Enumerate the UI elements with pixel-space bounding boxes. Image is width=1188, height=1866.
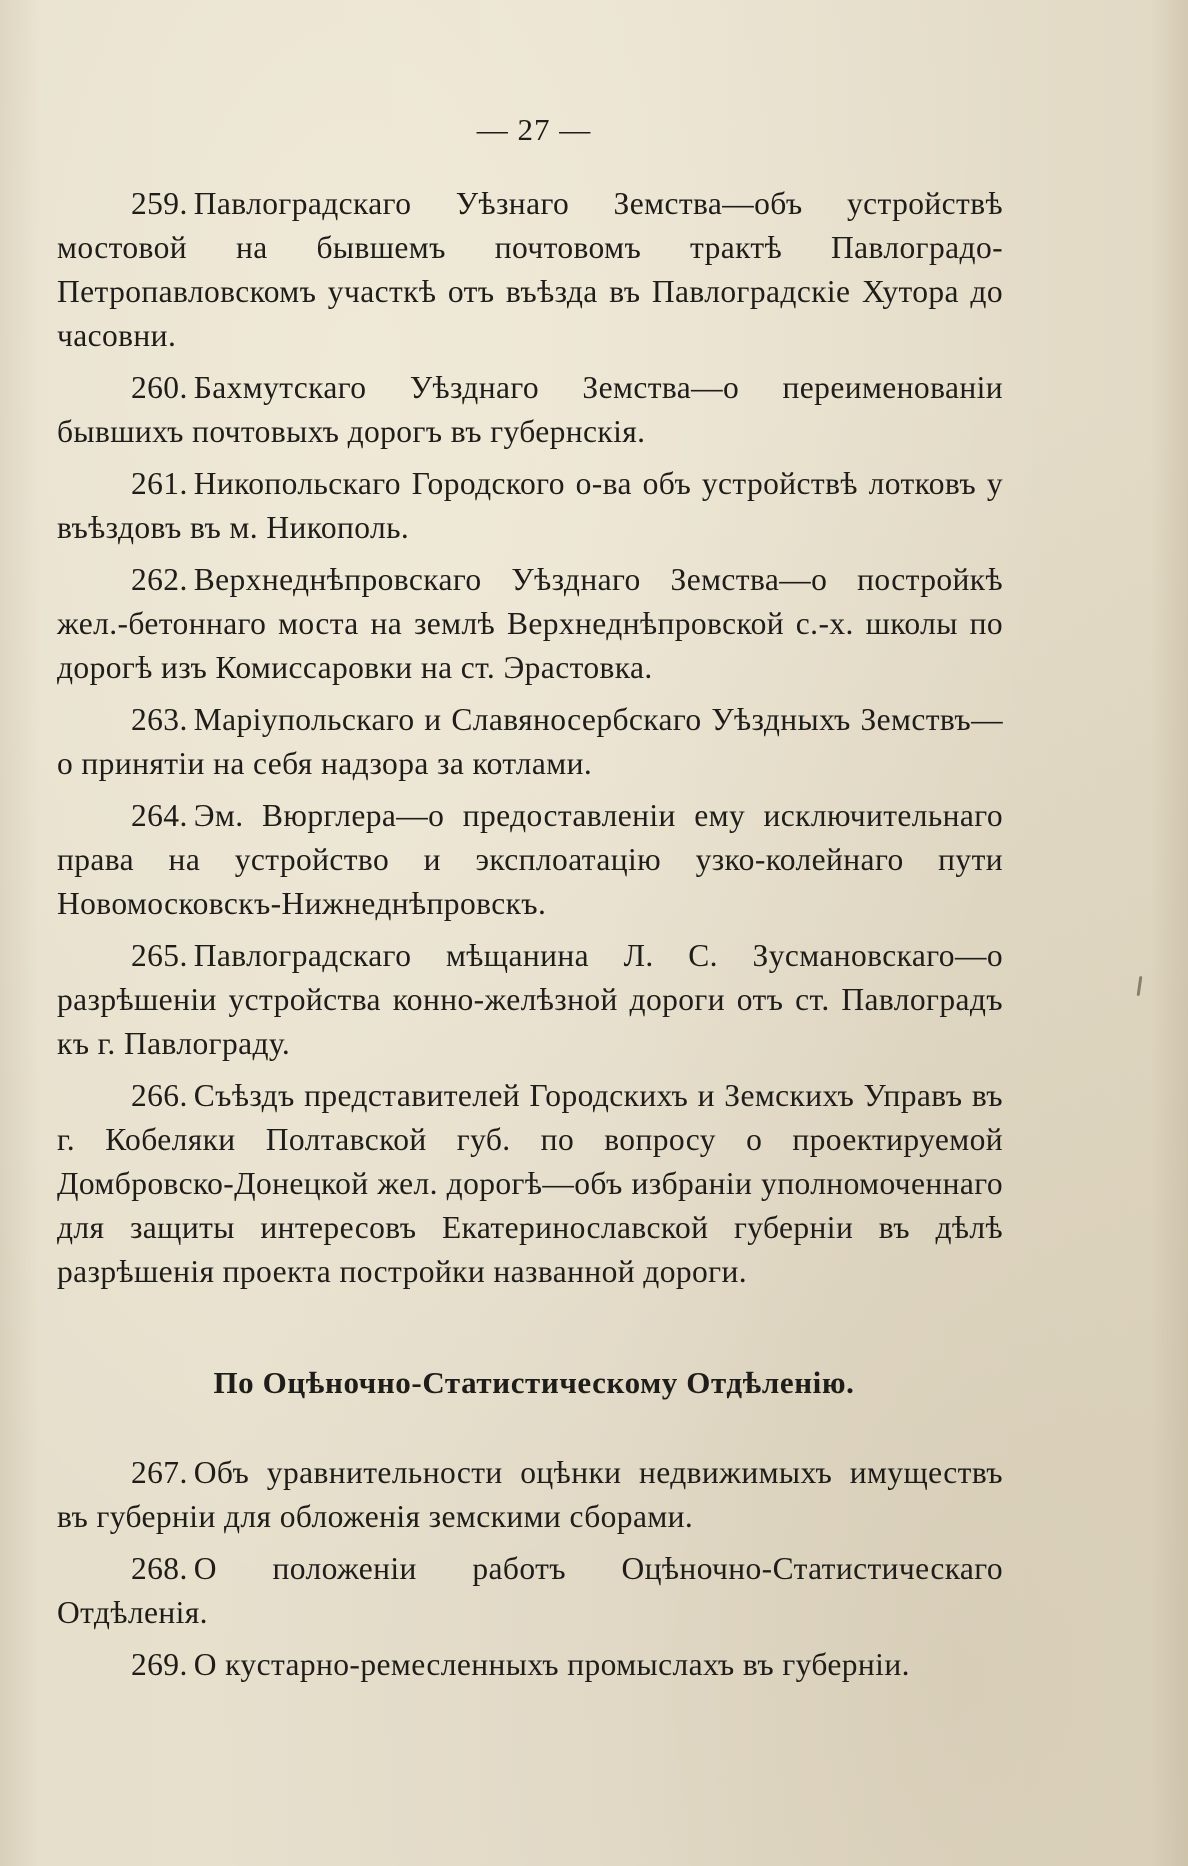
paper-speck [1137, 976, 1143, 996]
list-item [57, 1074, 1003, 1294]
entries-list [57, 1451, 1003, 1695]
entry-number: 264. [131, 798, 188, 833]
list-item [57, 366, 1003, 454]
entry-text: О положеніи работъ Оцѣночно-Статистическаго Отдѣленія. [57, 1551, 1003, 1630]
entry-number: 261. [131, 466, 188, 501]
entry-number: 262. [131, 562, 188, 597]
entry-number: 259. [131, 186, 188, 221]
list-item [57, 558, 1003, 690]
list-item [57, 934, 1003, 1066]
list-item [57, 462, 1003, 550]
entry-number: 263. [131, 702, 188, 737]
section-heading: По Оцѣночно-Статистическому Отдѣленію. [213, 1365, 855, 1400]
list-item [57, 698, 1003, 786]
entry-text: Эм. Вюрглера—о предоставленіи ему исключительнаго права на устройство и эксплоатацію узко-колейнаго пути Новомосковскъ-Нижнеднѣпровскъ. [57, 798, 1003, 921]
list-item [57, 1643, 1003, 1687]
entry-text: Бахмутскаго Уѣзднаго Земства—о переименованіи бывшихъ почтовыхъ дорогъ въ губернскія. [57, 370, 1003, 449]
entry-text: Съѣздъ представителей Городскихъ и Земскихъ Управъ въ г. Кобеляки Полтавской губ. по вопросу о проектируемой Домбровско-Донецкой жел. дорогѣ—объ избраніи уполномоченнаго для защиты интересовъ Екатеринославской губерніи въ дѣлѣ разрѣшенія проекта постройки названной дороги. [57, 1078, 1003, 1289]
entry-text: О кустарно-ремесленныхъ промыслахъ въ губерніи. [193, 1647, 910, 1682]
list-item [57, 182, 1003, 358]
entry-text: Верхнеднѣпровскаго Уѣзднаго Земства—о постройкѣ жел.-бетоннаго моста на землѣ Верхнеднѣпровской с.-х. школы по дорогѣ изъ Комиссаровки на ст. Эрастовка. [57, 562, 1003, 685]
entry-number: 268. [131, 1551, 188, 1586]
entry-text: Никопольскаго Городского о-ва объ устройствѣ лотковъ у въѣздовъ въ м. Никополь. [57, 466, 1003, 545]
entry-text: Объ уравнительности оцѣнки недвижимыхъ имуществъ въ губерніи для обложенія земскими сборами. [57, 1455, 1003, 1534]
entry-number: 266. [131, 1078, 188, 1113]
entry-number: 267. [131, 1455, 188, 1490]
entry-number: 260. [131, 370, 188, 405]
entry-number: 269. [131, 1647, 188, 1682]
list-item [57, 794, 1003, 926]
entries-list [57, 182, 1003, 1302]
entry-text: Маріупольскаго и Славяносербскаго Уѣздныхъ Земствъ—о принятіи на себя надзора за котлами. [57, 702, 1003, 781]
page-number: — 27 — [476, 112, 592, 147]
entry-number: 265. [131, 938, 188, 973]
entry-text: Павлоградскаго мѣщанина Л. С. Зусмановскаго—о разрѣшеніи устройства конно-желѣзной дороги отъ ст. Павлоградъ къ г. Павлограду. [57, 938, 1003, 1061]
entry-text: Павлоградскаго Уѣзнаго Земства—объ устройствѣ мостовой на бывшемъ почтовомъ трактѣ Павлоградо-Петропавловскомъ участкѣ отъ въѣзда въ Павлоградскіе Хутора до часовни. [57, 186, 1003, 353]
list-item [57, 1451, 1003, 1539]
list-item [57, 1547, 1003, 1635]
